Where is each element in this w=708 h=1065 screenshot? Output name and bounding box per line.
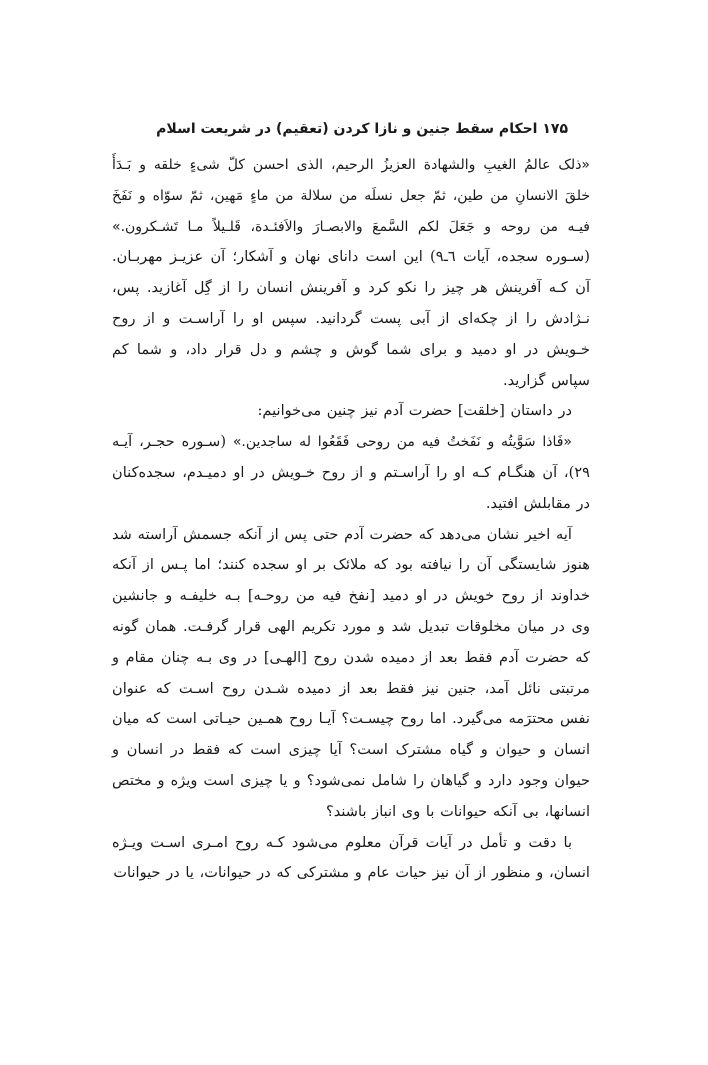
quran-quote: «ذلک عالمُ الغیبِ والشهادة العزیزُ الرحیم، الذی احسن کلّ شیءٍ خلقه و بَـدَأَ خلقَ الانسانِ من طین، ثمّ جعل نسلَه من سلالة من ماءٍ مَهین، ثمّ سوّاه و نَفَخَ فیـه من روحه و جَعَلَ لکم السَّمعَ والابصـارَ والاَفئـدة، قَلـیلاً مـا تَشـکرون.» bbox=[112, 157, 590, 235]
running-header bbox=[118, 118, 590, 140]
body-text bbox=[112, 150, 590, 889]
page-number: ۱۷۵ bbox=[542, 121, 568, 137]
chapter-title: احکام سقط جنین و نازا کردن (تعقیم) در شریعت اسلام bbox=[156, 121, 538, 137]
paragraph bbox=[112, 828, 590, 890]
quran-quote: «فَاذا سَوَّیتُه و نَفَختُ فیه من روحی فَقَعُوا له ساجدین.» bbox=[226, 434, 572, 451]
paragraph bbox=[112, 150, 590, 396]
paragraph-text: با دقت و تأمل در آیات قرآن معلوم می‌شود کـه روح امـری اسـت ویـژه انسان، و منظور از آن نیز حیات عام و مشترکی که در حیوانات، یا در حیوانات bbox=[112, 833, 590, 882]
paragraph-text: در داستان [خلقت] حضرت آدم نیز چنین می‌خوانیم: bbox=[257, 402, 572, 420]
paragraph-text: (سـوره حجـر، آیـه ٢٩)، آن هنگـام کـه او را آراسـتم و از روح خـویش در او دمیـدم، سجده‌کنان در مقابلش افتید. bbox=[112, 433, 590, 512]
paragraph-text: آیه اخیر نشان می‌دهد که حضرت آدم حتی پس از آنکه جسمش آراسته شد هنوز شایستگی آن را نیافته بود که ملائک بر او سجده کنند؛ اما پـس از آنکه خداوند از روح خویش در او دمید [نفخ فیه من روحـه] بـه خلیفـه و جانشین وی در میان مخلوقات تبدیل شد و مورد تکریم الهی قرار گرفـت. همان گونه که حضرت آدم فقط بعد از دمیده شدن روح [الهـی] در وی بـه چنان مقام و مرتبتی نائل آمد، جنین نیز فقط بعد از دمیده شـدن روح اسـت که عنوان نفس محترَمه می‌گیرد. اما روح چیسـت؟ آیـا روح همـین حیـاتی است که میان انسان و حیوان و گیاه مشترک است؟ آیا چیزی است که فقط در انسان و حیوان وجود دارد و گیاهان را شامل نمی‌شود؟ و یا چیزی است ویژه و مختص انسانها، بی آنکه حیوانات با وی انباز باشند؟ bbox=[112, 525, 590, 820]
paragraph bbox=[112, 427, 590, 519]
paragraph-text: (سـوره سجده، آیات ٦ـ٩) این است دانای نهان و آشکار؛ آن عزیـز مهربـان. آن کـه آفرینش هر چیز را نکو کرد و آفرینش انسان را از گِل آغازید. پس، نـژادش را از چکه‌ای از آبی پست گردانید. سپس او را آراسـت و از روح خـویش در او دمید و برای شما گوش و چشم و دل قرار داد، و شما کم سپاس گزارید. bbox=[112, 248, 590, 389]
paragraph bbox=[112, 396, 590, 427]
paragraph bbox=[112, 520, 590, 828]
